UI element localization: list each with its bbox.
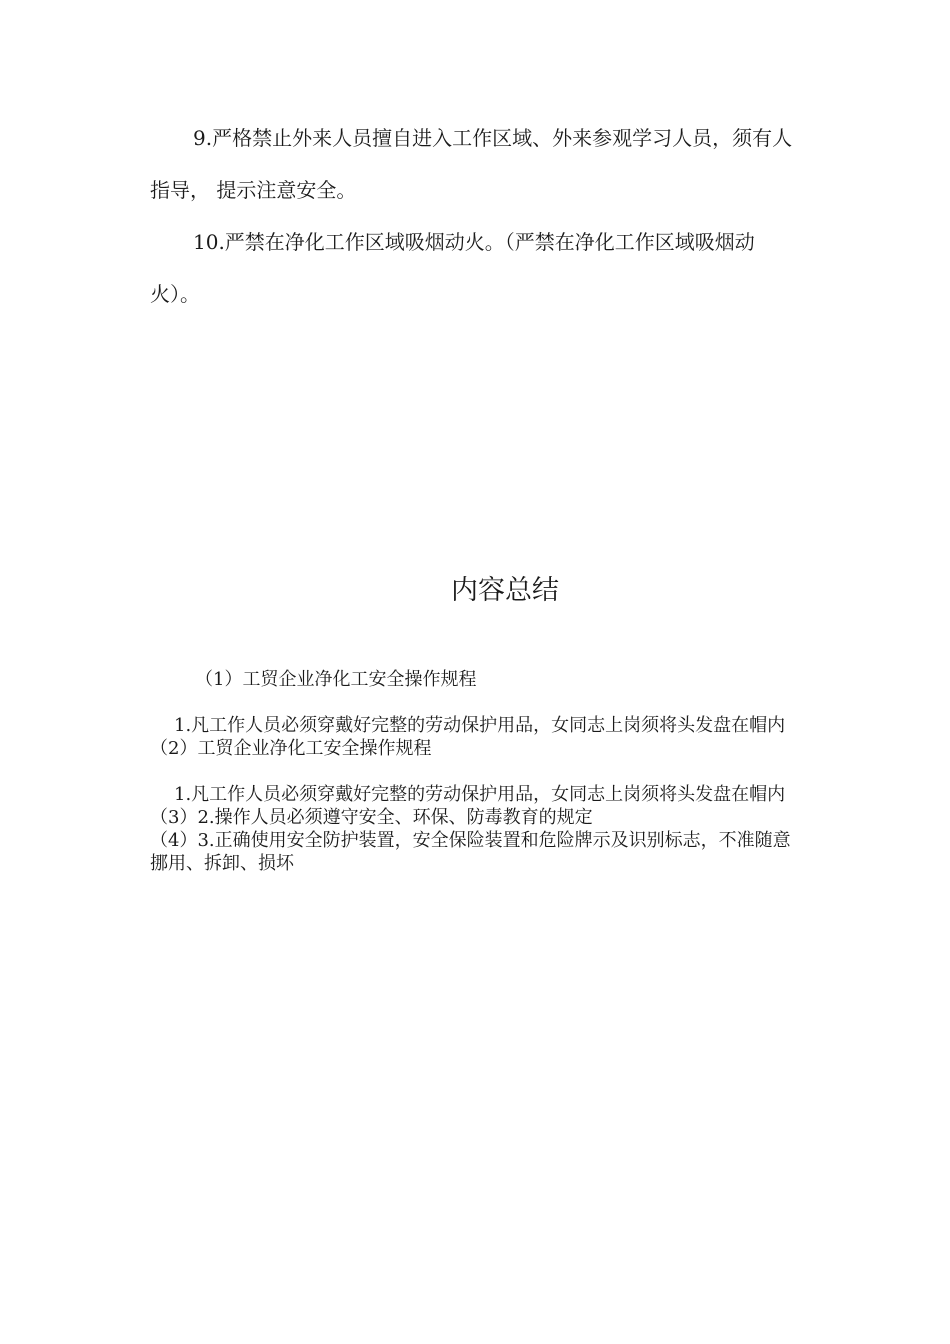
rule-item-9: 9.严格禁止外来人员擅自进入工作区域、外来参观学习人员，须有人指导， 提示注意安全。 (150, 126, 793, 202)
summary-heading-2: （2）工贸企业净化工安全操作规程 (150, 738, 432, 759)
summary-heading-1: （1）工贸企业净化工安全操作规程 (195, 669, 477, 690)
rule-item-10: 10.严禁在净化工作区域吸烟动火。（严禁在净化工作区域吸烟动火）。 (150, 230, 755, 306)
summary-section (150, 668, 800, 875)
spacer (150, 691, 800, 714)
summary-title: 内容总结 (451, 575, 559, 606)
summary-rule-1a: 1.凡工作人员必须穿戴好完整的劳动保护用品，女同志上岗须将头发盘在帽内 (174, 715, 786, 736)
summary-item-4: （4）3.正确使用安全防护装置，安全保险装置和危险牌示及识别标志，不准随意挪用、拆卸、损坏 (150, 830, 791, 874)
summary-rule-1b: 1.凡工作人员必须穿戴好完整的劳动保护用品，女同志上岗须将头发盘在帽内 (174, 784, 786, 805)
summary-item-3: （3）2.操作人员必须遵守安全、环保、防毒教育的规定 (150, 807, 593, 828)
spacer (150, 760, 800, 783)
